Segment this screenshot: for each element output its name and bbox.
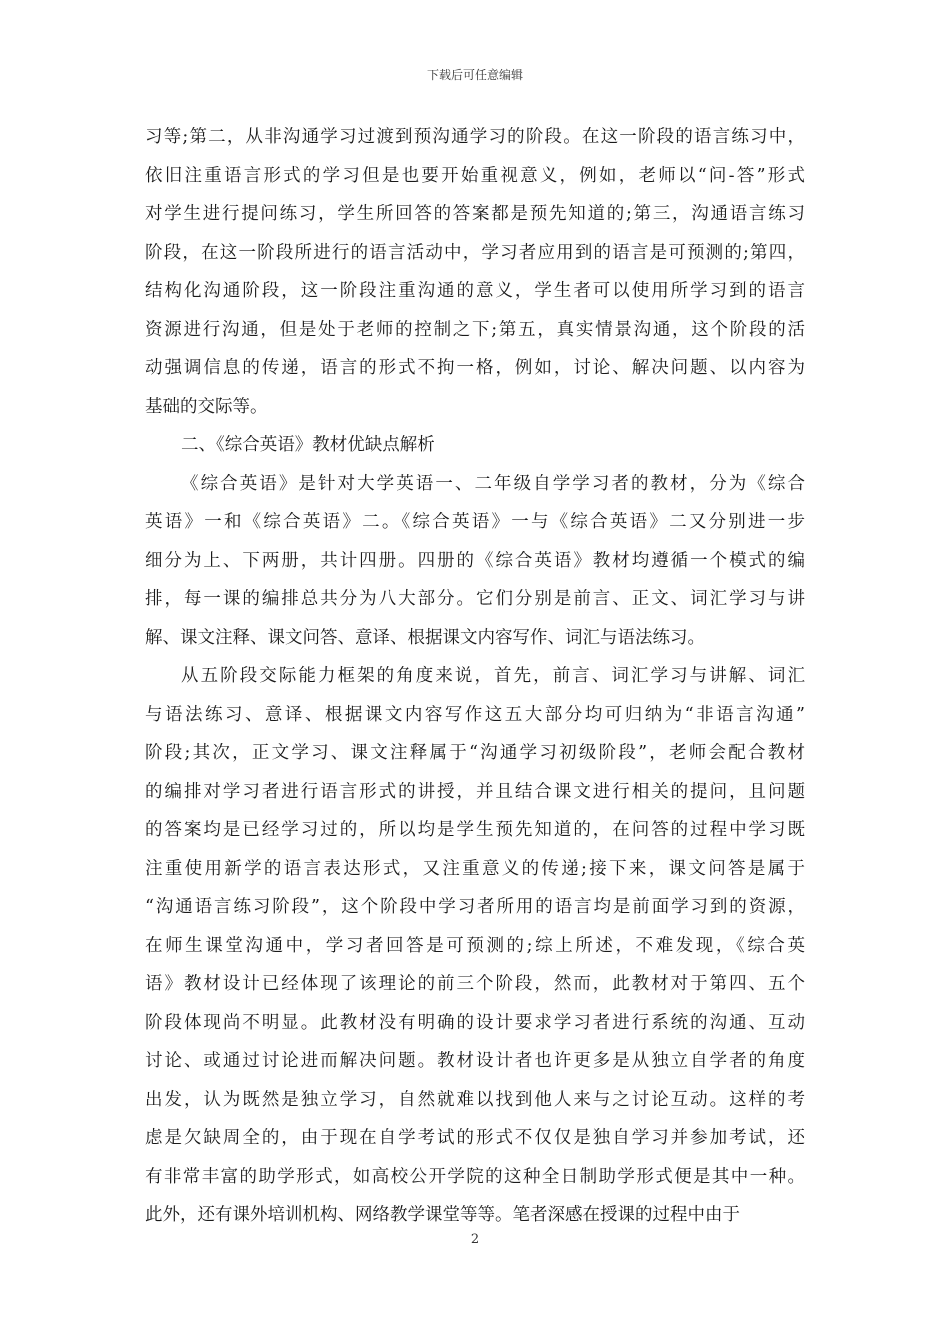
text-line: 虑是欠缺周全的，由于现在自学考试的形式不仅仅是独自学习并参加考试，还 (145, 1128, 805, 1148)
text-line: 在师生课堂沟通中，学习者回答是可预测的;综上所述，不难发现，《综合英 (145, 935, 805, 956)
text-line: 阶段体现尚不明显。此教材没有明确的设计要求学习者进行系统的沟通、互动 (145, 1012, 805, 1033)
text-line: 对学生进行提问练习，学生所回答的答案都是预先知道的;第三，沟通语言练习 (145, 204, 805, 224)
text-line: 的答案均是已经学习过的，所以均是学生预先知道的，在问答的过程中学习既 (145, 820, 805, 840)
text-line: 解、课文注释、课文问答、意译、根据课文内容写作、词汇与语法练习。 (145, 627, 705, 648)
text-line: 排，每一课的编排总共分为八大部分。它们分别是前言、正文、词汇学习与讲 (145, 589, 805, 609)
text-line: 基础的交际等。 (145, 396, 268, 417)
text-line: 依旧注重语言形式的学习但是也要开始重视意义，例如，老师以“问-答”形式 (145, 165, 805, 186)
text-line: “沟通语言练习阶段”，这个阶段中学习者所用的语言均是前面学习到的资源， (145, 897, 805, 917)
text-line: 从五阶段交际能力框架的角度来说，首先，前言、词汇学习与讲解、词汇 (181, 666, 805, 686)
text-line: 出发，认为既然是独立学习，自然就难以找到他人来与之讨论互动。这样的考 (145, 1089, 805, 1110)
text-line: 语》教材设计已经体现了该理论的前三个阶段，然而，此教材对于第四、五个 (145, 974, 805, 994)
text-line: 注重使用新学的语言表达形式，又注重意义的传递;接下来，课文问答是属于 (145, 858, 805, 879)
text-line: 有非常丰富的助学形式，如高校公开学院的这种全日制助学形式便是其中一种。 (145, 1166, 805, 1187)
text-line: 阶段;其次，正文学习、课文注释属于“沟通学习初级阶段”，老师会配合教材 (145, 743, 805, 763)
page-header: 下载后可任意编辑 (426, 68, 523, 82)
section-heading: 二、《综合英语》教材优缺点解析 (181, 435, 435, 455)
text-line: 英语》一和《综合英语》二。《综合英语》一与《综合英语》二又分别进一步 (145, 512, 805, 532)
page-number: 2 (470, 1232, 480, 1247)
text-line: 阶段，在这一阶段所进行的语言活动中，学习者应用到的语言是可预测的;第四， (145, 242, 805, 263)
text-line: 细分为上、下两册，共计四册。四册的《综合英语》教材均遵循一个模式的编 (145, 550, 805, 571)
text-line: 资源进行沟通，但是处于老师的控制之下;第五，真实情景沟通，这个阶段的活 (145, 319, 805, 340)
document-body (145, 118, 805, 1235)
text-line: 习等;第二，从非沟通学习过渡到预沟通学习的阶段。在这一阶段的语言练习中， (145, 127, 805, 147)
text-line: 此外，还有课外培训机构、网络教学课堂等等。笔者深感在授课的过程中由于 (145, 1205, 740, 1225)
text-line: 《综合英语》是针对大学英语一、二年级自学学习者的教材，分为《综合 (181, 473, 805, 494)
text-line: 的编排对学习者进行语言形式的讲授，并且结合课文进行相关的提问，且问题 (145, 781, 805, 802)
text-line: 动强调信息的传递，语言的形式不拘一格，例如，讨论、解决问题、以内容为 (145, 358, 805, 378)
text-line: 讨论、或通过讨论进而解决问题。教材设计者也许更多是从独立自学者的角度 (145, 1051, 805, 1071)
text-line: 结构化沟通阶段，这一阶段注重沟通的意义，学生者可以使用所学习到的语言 (145, 281, 805, 301)
text-line: 与语法练习、意译、根据课文内容写作这五大部分均可归纳为“非语言沟通” (145, 704, 805, 725)
